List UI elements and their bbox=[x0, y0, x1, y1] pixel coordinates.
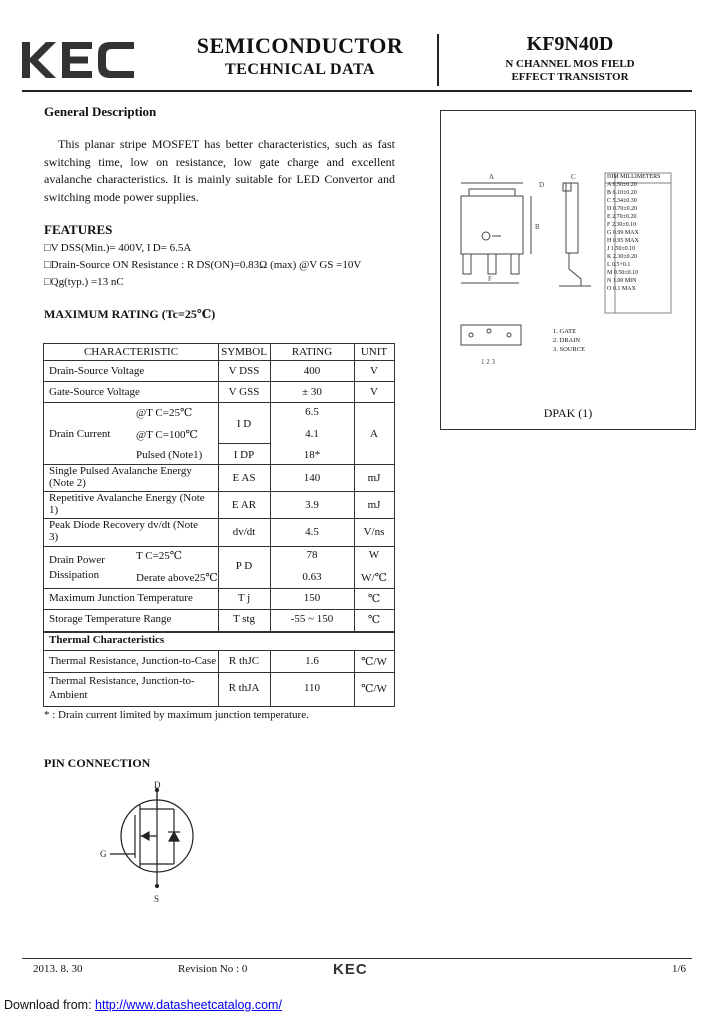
part-number: KF9N40D bbox=[526, 33, 614, 55]
download-link[interactable]: http://www.datasheetcatalog.com/ bbox=[95, 998, 282, 1012]
table-row: Drain-Source Voltage bbox=[49, 365, 145, 377]
table-row: Gate-Source Voltage bbox=[49, 386, 140, 398]
header-divider bbox=[437, 34, 439, 86]
download-line bbox=[4, 998, 282, 1012]
svg-text:A: A bbox=[489, 173, 495, 181]
mosfet-symbol-diagram bbox=[96, 778, 206, 904]
table-note: * : Drain current limited by maximum junction temperature. bbox=[44, 709, 309, 721]
package-outline-box bbox=[440, 110, 696, 430]
svg-text:C: C bbox=[571, 173, 576, 181]
pin-label-drain: D bbox=[154, 780, 161, 790]
table-row: Single Pulsed Avalanche Energy (Note 2) bbox=[49, 465, 192, 489]
part-description: N CHANNEL MOS FIELD EFFECT TRANSISTOR bbox=[505, 58, 635, 83]
max-rating-heading: MAXIMUM RATING (Tc=25℃) bbox=[44, 307, 216, 321]
col-header-unit: UNIT bbox=[360, 346, 388, 358]
table-row: Drain Power Dissipation bbox=[49, 554, 105, 581]
col-header-rating: RATING bbox=[291, 346, 333, 358]
footer-logo: KEC bbox=[333, 961, 368, 978]
svg-text:D: D bbox=[539, 181, 545, 189]
package-name: DPAK (1) bbox=[543, 406, 593, 420]
table-row: Maximum Junction Temperature bbox=[49, 592, 193, 604]
header-rule bbox=[22, 90, 692, 92]
footer-rule bbox=[22, 958, 692, 959]
footer-revision: Revision No : 0 bbox=[178, 963, 248, 975]
svg-text:1 2 3: 1 2 3 bbox=[481, 358, 495, 366]
col-header-characteristic: CHARACTERISTIC bbox=[83, 346, 179, 358]
features-heading: FEATURES bbox=[44, 222, 113, 237]
svg-text:F: F bbox=[488, 275, 492, 283]
download-label: Download from: bbox=[4, 998, 92, 1012]
table-row: Peak Diode Recovery dv/dt (Note 3) bbox=[49, 519, 199, 543]
features-list bbox=[44, 240, 361, 291]
svg-text:B: B bbox=[535, 223, 540, 231]
kec-logo bbox=[22, 40, 134, 80]
table-row: Drain Current bbox=[49, 428, 111, 440]
thermal-heading: Thermal Characteristics bbox=[49, 634, 165, 646]
dimension-table: DIM MILLIMETERS A 6.50±0.20 B 6.10±0.20 C 5.34±0.30 D 0.70±0.20 E 2.70±0.20 F 2.30±0.10 G 0.99 MAX H 0.95 MAX J 1.50±0.10 K 2.30±0.20 L 0.5+0.1 M 0.50±0.10 N 1.00 MIN O 0.1 MAX bbox=[607, 174, 661, 292]
footer-date: 2013. 8. 30 bbox=[33, 963, 83, 975]
table-row: Thermal Resistance, Junction-to-Ambient bbox=[49, 675, 195, 701]
feature-item: □V DSS(Min.)= 400V, I D= 6.5A bbox=[44, 242, 192, 254]
header-subtitle: TECHNICAL DATA bbox=[225, 61, 375, 78]
footer-page-number: 1/6 bbox=[672, 963, 687, 975]
feature-item: □Drain-Source ON Resistance : R DS(ON)=0.83Ω (max) @V GS =10V bbox=[44, 259, 362, 271]
table-row: Thermal Resistance, Junction-to-Case bbox=[49, 655, 217, 667]
general-description-text: This planar stripe MOSFET has better characteristics, such as fast switching time, low on resistance, low gate charge and excellent avalanche characteristics. It is mainly suitable for LED Convertor and switching mode power supplies. bbox=[44, 137, 395, 204]
pin-list: 1. GATE 2. DRAIN 3. SOURCE bbox=[553, 328, 586, 353]
pin-connection-heading: PIN CONNECTION bbox=[44, 756, 151, 770]
table-row: Storage Temperature Range bbox=[49, 613, 172, 625]
pin-label-gate: G bbox=[100, 849, 107, 859]
feature-item: □Qg(typ.) =13 nC bbox=[44, 276, 124, 288]
general-description-heading: General Description bbox=[44, 104, 157, 119]
pin-label-source: S bbox=[154, 894, 160, 904]
col-header-symbol: SYMBOL bbox=[221, 346, 267, 358]
header-title: SEMICONDUCTOR bbox=[196, 33, 404, 58]
table-row: Repetitive Avalanche Energy (Note 1) bbox=[49, 492, 205, 516]
max-rating-table: CHARACTERISTIC SYMBOL RATING UNIT Drain-Source Voltage V DSS 400 V Gate-Source Voltage V GSS ± 30 V Drain Current @T C=25℃ @T C=100℃ Pulsed (Note1) I D I DP 6.5 4.1 18* A Single Pulsed Avalanche Energy (Note 2) E AS 140 mJ Repetitive Avalanche Energy (Note 1) E AR 3.9 mJ Peak Diode Recovery dv/dt (Note 3) dv/dt 4.5 V/ns Drain Power Dissipation T C=25℃ Derate above25℃ P D 78 0.63 W W/℃ Maximum Junction Temperature T j 150 ℃ Storage Temperature Range T stg -55 ~ 150 ℃ Thermal Characteristics Thermal Resistance, Junction-to-Case R thJC 1.6 ℃/W Thermal Resistance, Junction-to-Ambient R thJA 110 ℃/W bbox=[43, 343, 395, 707]
